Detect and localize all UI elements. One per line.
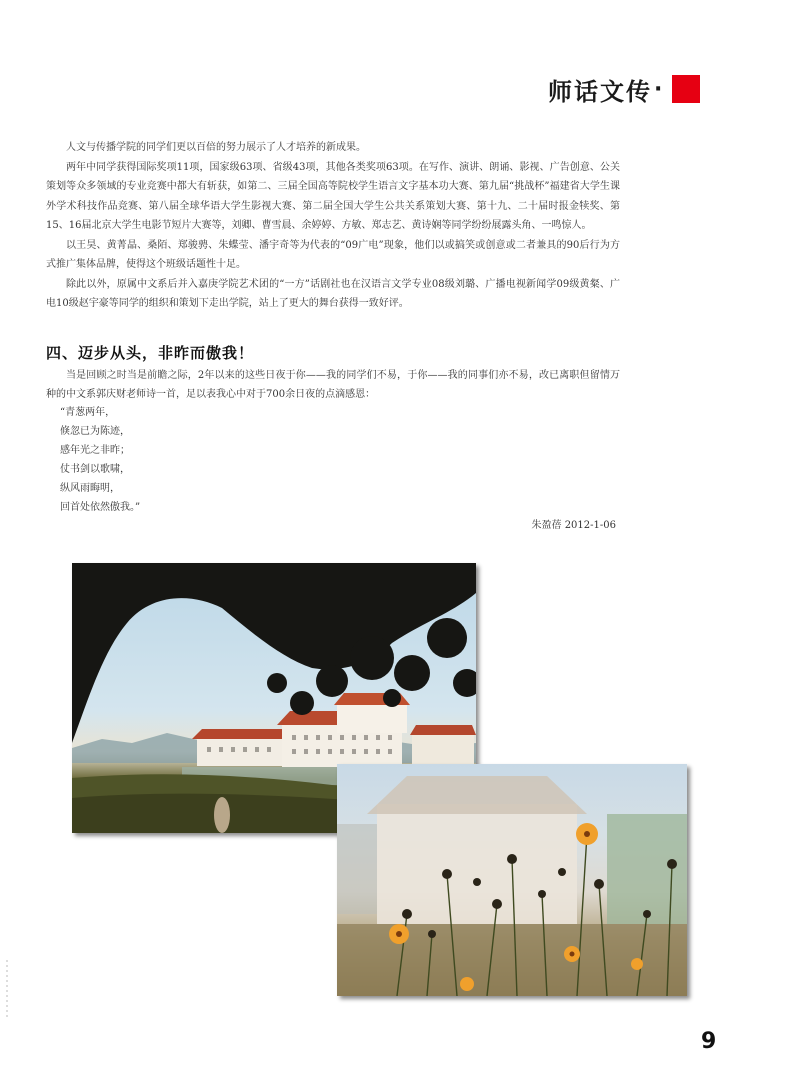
margin-mark <box>6 960 8 1020</box>
section-heading: 四、迈步从头，非昨而傲我！ <box>46 344 255 362</box>
flowers-photo <box>337 764 687 996</box>
poem-line: 仗书剑以歌啸， <box>60 464 130 475</box>
article-paragraph: 人文与传播学院的同学们更以百倍的努力展示了人才培养的新成果。 <box>66 142 366 153</box>
poem-line: 纵风雨晦明， <box>60 483 120 494</box>
article-paragraph: 两年中同学获得国际奖项11项，国家级63项、省级43项，其他各类奖项63项。在写作、演讲、朗诵、影视、广告创意、公关策划等众多领域的专业竞赛中都大有斩获，如第二、三届全国高等院校学生语言文字基本功大赛、第九届“挑战杯”福建省大学生课外学术科技作品竞赛、第八届全球华语大学生影视大赛、第二届全国大学生公共关系策划大赛、第十九、二十届时报金犊奖、第15、16届北京大学生电影节短片大赛等，刘卿、曹雪晨、余婷婷、方敏、郑志艺、黄诗娴等同学纷纷展露头角、一鸣惊人。 <box>46 161 620 231</box>
poem-line: 回首处依然傲我。” <box>60 502 141 513</box>
section-brand-header <box>548 74 700 104</box>
section-intro-paragraph: 当是回顾之时当是前瞻之际，2年以来的这些日夜于你——我的同学们不易，于你——我的同事们亦不易，改已离职但留情万种的中文系郭庆财老师诗一首，足以表我心中对于700余日夜的点滴感恩： <box>46 370 620 400</box>
brand-title: 师话文传 <box>548 77 652 106</box>
flowers-illustration <box>337 764 687 996</box>
brand-red-square-icon <box>672 75 700 103</box>
section-intro <box>46 366 620 404</box>
poem-line: 倏忽已为陈迹， <box>60 426 130 437</box>
poem-line: “青葱两年， <box>60 407 116 418</box>
article-body <box>46 138 620 314</box>
brand-separator-dot: · <box>654 76 663 102</box>
poem-block <box>60 403 140 517</box>
page-number: 9 <box>701 1029 717 1054</box>
author-signature: 朱盈蓓 2012-1-06 <box>531 520 616 531</box>
article-paragraph: 除此以外，原属中文系后并入嘉庚学院艺术团的“一方”话剧社也在汉语言文学专业08级刘璐、广播电视新闻学09级黄粲、广电10级赵宇豪等同学的组织和策划下走出学院，站上了更大的舞台获得一致好评。 <box>46 278 620 309</box>
poem-line: 感年光之非昨； <box>60 445 130 456</box>
article-paragraph: 以王昊、黄菁晶、桑陌、郑骏骋、朱蝶莹、潘宇奇等为代表的“09广电”现象，他们以或搞笑或创意或二者兼具的90后行为方式推广集体品牌，使得这个班级话题性十足。 <box>46 239 620 270</box>
